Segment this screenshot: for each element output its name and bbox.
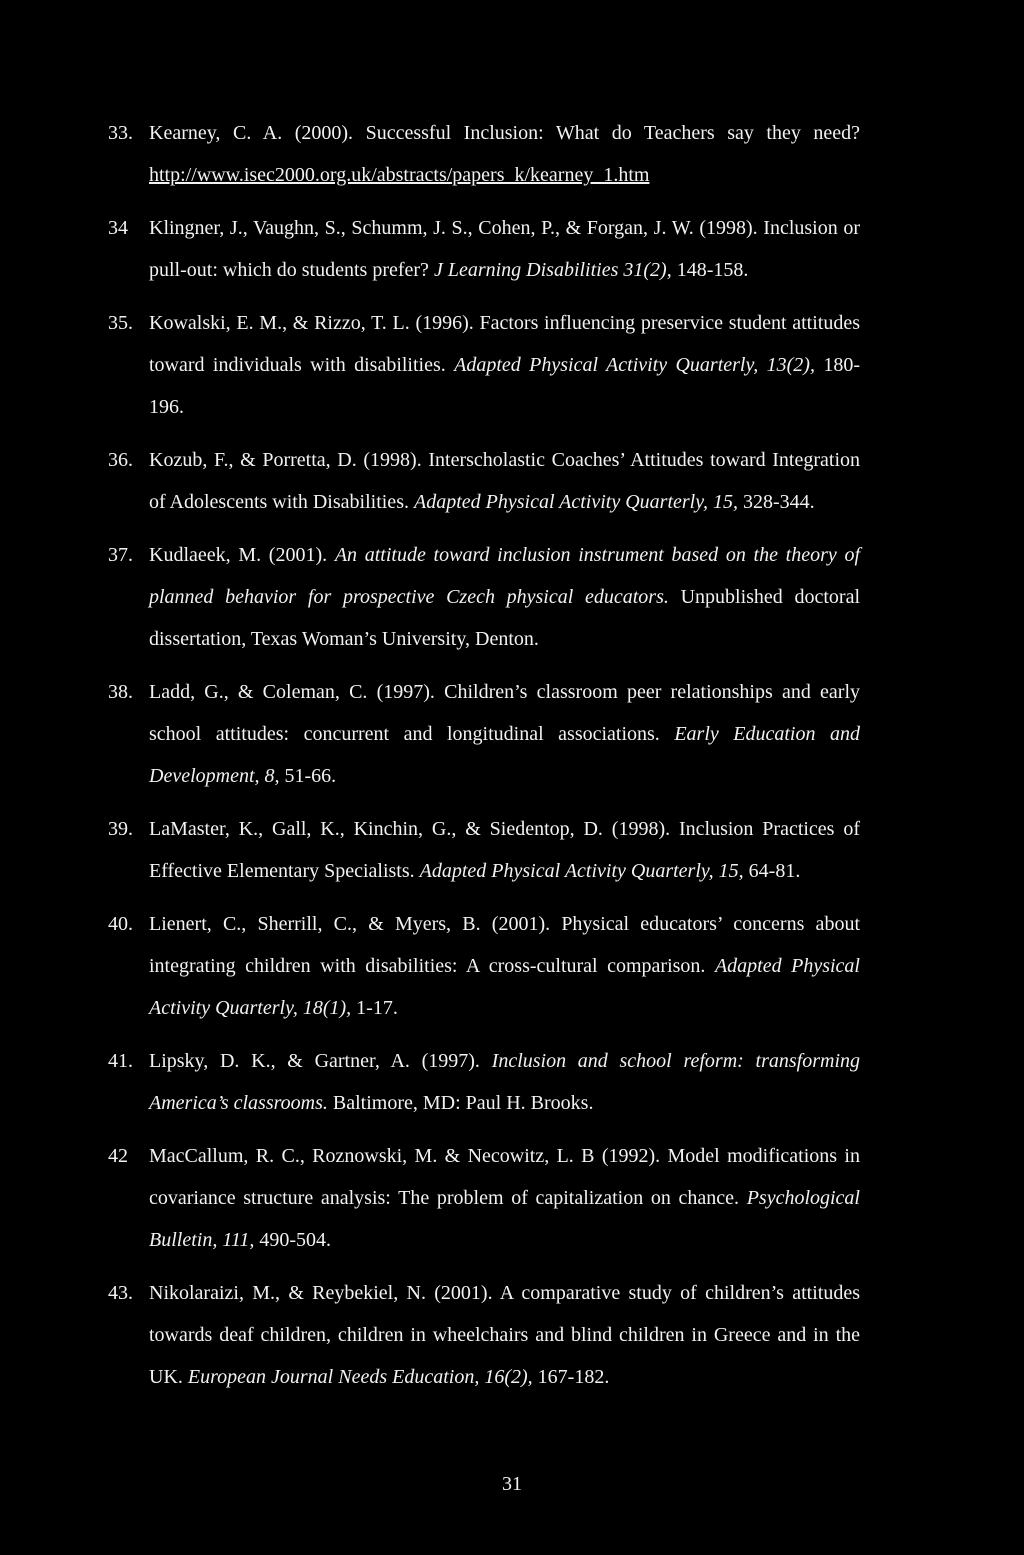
- reference-text: Kearney, C. A. (2000). Successful Inclusion: What do Teachers say they need?: [149, 122, 860, 144]
- reference-number: 42: [108, 1145, 128, 1167]
- reference-source-title: European Journal Needs Education, 16(2),: [187, 1366, 533, 1388]
- reference-text: Ladd, G., & Coleman, C. (1997). Children’s classroom peer relationships and early school attitudes: concurrent and longitudinal associations.: [149, 681, 860, 745]
- reference-text: 1-17.: [351, 997, 398, 1019]
- reference-text: 167-182.: [532, 1366, 610, 1388]
- reference-source-title: Adapted Physical Activity Quarterly, 15,: [413, 491, 738, 513]
- reference-entry: [108, 439, 860, 523]
- reference-number: 36.: [108, 449, 133, 471]
- reference-source-title: Inclusion and school reform: transforming America’s classrooms.: [149, 1050, 860, 1114]
- reference-text: 180-196.: [149, 354, 861, 418]
- reference-source-title: Adapted Physical Activity Quarterly, 13(2),: [454, 354, 815, 376]
- reference-text: Nikolaraizi, M., & Reybekiel, N. (2001). A comparative study of children’s attitudes towards deaf children, children in wheelchairs and blind children in Greece and in the UK.: [149, 1282, 860, 1388]
- reference-text: Lipsky, D. K., & Gartner, A. (1997).: [149, 1050, 492, 1072]
- reference-source-title: An attitude toward inclusion instrument based on the theory of planned behavior for prospective Czech physical educators.: [149, 544, 860, 608]
- reference-text: 148-158.: [671, 259, 749, 281]
- reference-number: 37.: [108, 544, 133, 566]
- reference-number: 38.: [108, 681, 133, 703]
- reference-source-title: Adapted Physical Activity Quarterly, 18(1),: [149, 955, 860, 1019]
- reference-entry: [108, 207, 860, 291]
- reference-entry: [108, 671, 860, 797]
- reference-entry: [108, 1040, 860, 1124]
- reference-text: LaMaster, K., Gall, K., Kinchin, G., & Siedentop, D. (1998). Inclusion Practices of Effective Elementary Specialists.: [149, 818, 860, 882]
- reference-entry: [108, 808, 860, 892]
- reference-entry: [108, 903, 860, 1029]
- reference-number: 40.: [108, 913, 133, 935]
- reference-number: 33.: [108, 122, 133, 144]
- reference-number: 41.: [108, 1050, 133, 1072]
- reference-text: 51-66.: [279, 765, 337, 787]
- reference-source-title: Early Education and Development, 8,: [149, 723, 860, 787]
- reference-source-title: Psychological Bulletin, 111,: [149, 1187, 860, 1251]
- reference-entry: [108, 534, 860, 660]
- reference-entry: [108, 112, 860, 196]
- reference-number: 39.: [108, 818, 133, 840]
- reference-url-link[interactable]: http://www.isec2000.org.uk/abstracts/papers_k/kearney_1.htm: [149, 164, 650, 186]
- reference-number: 43.: [108, 1282, 133, 1304]
- reference-text: Kowalski, E. M., & Rizzo, T. L. (1996). Factors influencing preservice student attitudes toward individuals with disabilities.: [149, 312, 860, 376]
- reference-text: Baltimore, MD: Paul H. Brooks.: [327, 1092, 594, 1114]
- reference-source-title: Adapted Physical Activity Quarterly, 15,: [419, 860, 744, 882]
- reference-number: 35.: [108, 312, 133, 334]
- reference-text: 64-81.: [743, 860, 801, 882]
- reference-text: Klingner, J., Vaughn, S., Schumm, J. S., Cohen, P., & Forgan, J. W. (1998). Inclusion or pull-out: which do students prefer?: [149, 217, 860, 281]
- reference-source-title: J Learning Disabilities 31(2),: [433, 259, 672, 281]
- reference-number: 34: [108, 217, 128, 239]
- reference-text: Lienert, C., Sherrill, C., & Myers, B. (2001). Physical educators’ concerns about integrating children with disabilities: A cross-cultural comparison.: [149, 913, 860, 977]
- reference-entry: [108, 302, 860, 428]
- reference-text: 490-504.: [254, 1229, 332, 1251]
- page-number: 31: [502, 1473, 522, 1495]
- reference-text: Kudlaeek, M. (2001).: [149, 544, 335, 566]
- reference-entry: [108, 1135, 860, 1261]
- reference-text: Kozub, F., & Porretta, D. (1998). Interscholastic Coaches’ Attitudes toward Integration of Adolescents with Disabilities.: [149, 449, 860, 513]
- reference-text: Unpublished doctoral dissertation, Texas Woman’s University, Denton.: [149, 586, 861, 650]
- reference-text: MacCallum, R. C., Roznowski, M. & Necowitz, L. B (1992). Model modifications in covariance structure analysis: The problem of capitalization on chance.: [149, 1145, 860, 1209]
- reference-list: [108, 112, 860, 1409]
- reference-text: 328-344.: [738, 491, 815, 513]
- reference-entry: [108, 1272, 860, 1398]
